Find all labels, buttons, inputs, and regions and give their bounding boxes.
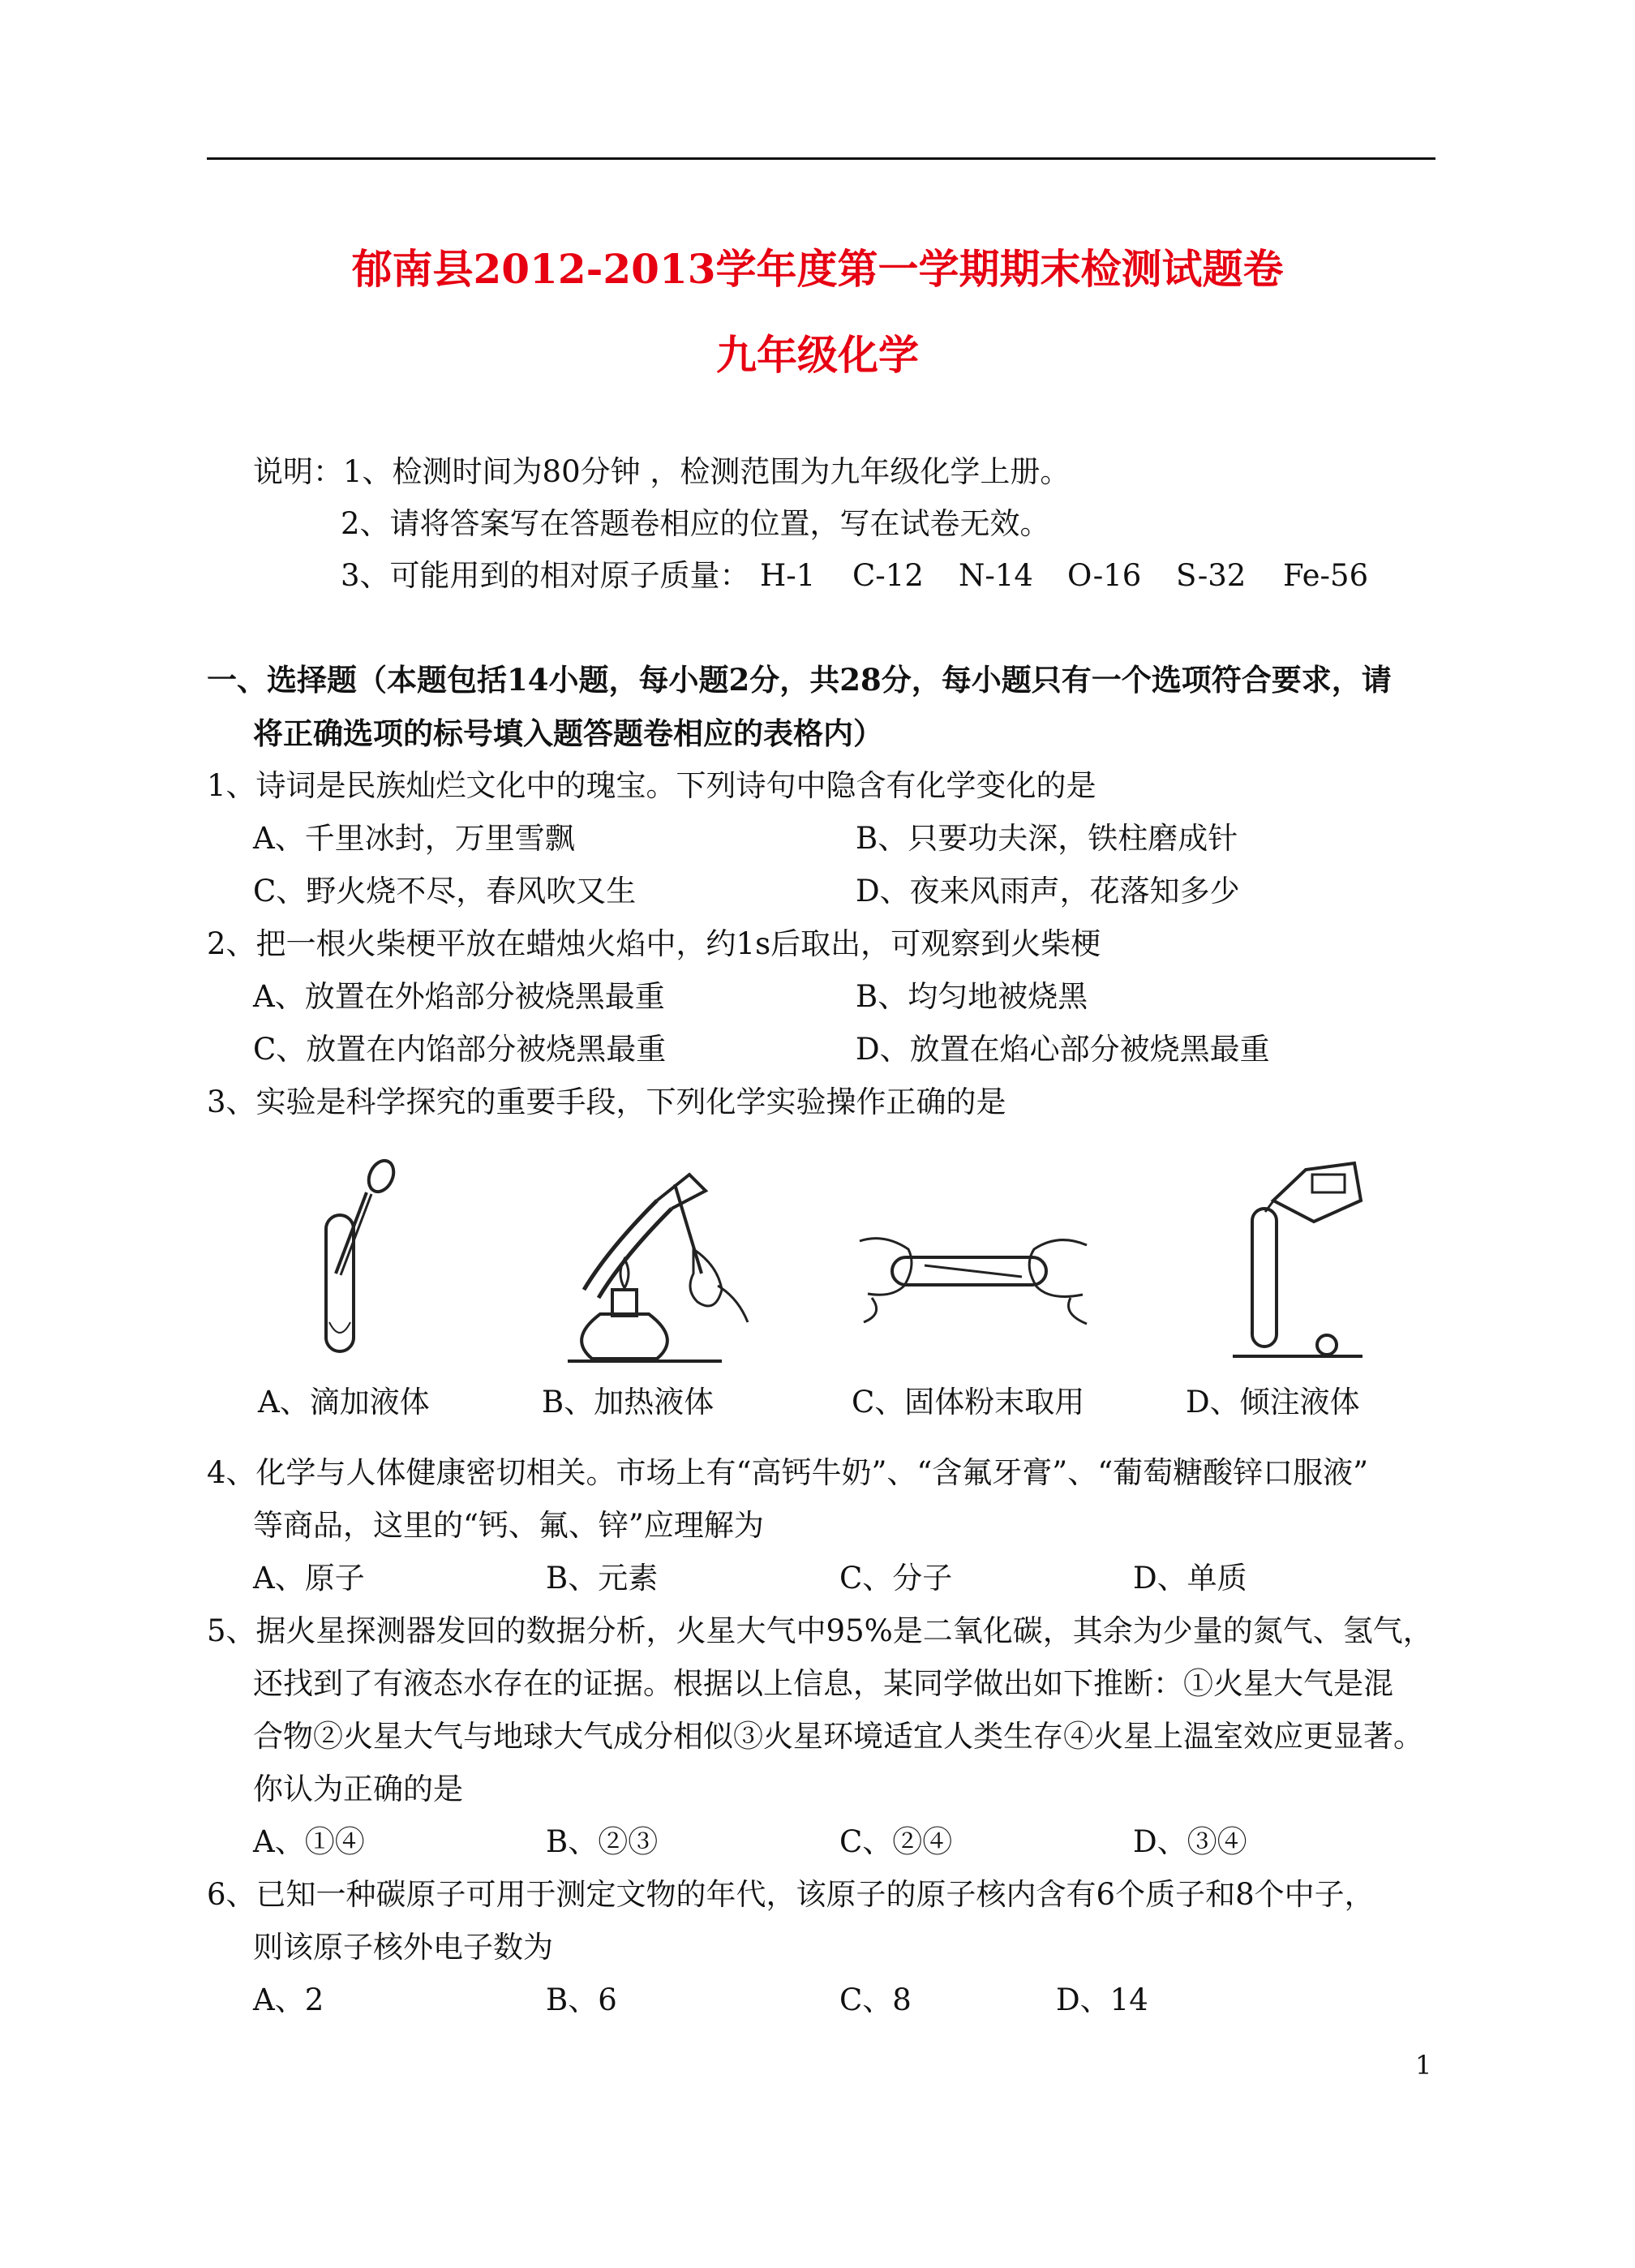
q6-option-b: B、6 (546, 1982, 617, 2017)
q6-option-d: D、14 (1056, 1982, 1148, 2017)
mass-h: H-1 (760, 558, 816, 593)
mass-fe: Fe-56 (1283, 558, 1369, 593)
q3-option-b: B、加热液体 (542, 1385, 715, 1420)
q2-option-d: D、放置在焰心部分被烧黑最重 (856, 1032, 1270, 1067)
note-1: 说明：1、检测时间为80分钟 ，检测范围为九年级化学上册。 (253, 454, 1071, 489)
q4-option-b: B、元素 (546, 1561, 659, 1596)
q5-option-b: B、②③ (546, 1824, 659, 1859)
q1-option-b: B、只要功夫深，铁柱磨成针 (856, 821, 1238, 856)
dropper-test-tube-figure (308, 1152, 406, 1363)
q1-option-c: C、野火烧不尽，春风吹又生 (253, 874, 637, 908)
q5-option-a: A、①④ (253, 1824, 365, 1859)
section-heading-line1: 一、选择题（本题包括14小题，每小题2分，共28分，每小题只有一个选项符合要求，请 (207, 662, 1392, 698)
pouring-liquid-figure (1217, 1152, 1379, 1363)
note-3-label: 3、可能用到的相对原子质量： (341, 558, 750, 593)
q3-option-c: C、固体粉末取用 (852, 1385, 1085, 1420)
q5-stem-line3: 合物②火星大气与地球大气成分相似③火星环境适宜人类生存④火星上温室效应更显著。 (253, 1719, 1423, 1754)
mass-s: S-32 (1176, 558, 1247, 593)
mass-c: C-12 (852, 558, 924, 593)
q5-option-c: C、②④ (839, 1824, 953, 1859)
q2-option-b: B、均匀地被烧黑 (856, 979, 1088, 1014)
mass-n: N-14 (959, 558, 1033, 593)
section-heading-line2: 将正确选项的标号填入题答题卷相应的表格内） (253, 715, 883, 751)
powder-transfer-figure (852, 1217, 1095, 1330)
exam-title: 郁南县2012-2013学年度第一学期期末检测试题卷 (351, 245, 1284, 293)
q1-option-a: A、千里冰封，万里雪飘 (253, 821, 575, 856)
q3-option-a: A、滴加液体 (258, 1385, 430, 1420)
q4-option-c: C、分子 (839, 1561, 953, 1596)
q6-stem-line1: 6、已知一种碳原子可用于测定文物的年代，该原子的原子核内含有6个质子和8个中子， (207, 1877, 1375, 1912)
q1-option-d: D、夜来风雨声，花落知多少 (856, 874, 1240, 908)
q5-stem-line4: 你认为正确的是 (253, 1772, 463, 1806)
exam-subtitle: 九年级化学 (716, 331, 919, 379)
q4-option-a: A、原子 (253, 1561, 365, 1596)
q2-option-c: C、放置在内馅部分被烧黑最重 (253, 1032, 667, 1067)
header-rule (207, 157, 1435, 160)
q5-stem-line2: 还找到了有液态水存在的证据。根据以上信息，某同学做出如下推断：①火星大气是混 (253, 1666, 1393, 1701)
q3-option-d: D、倾注液体 (1186, 1385, 1360, 1420)
q6-option-c: C、8 (839, 1982, 912, 2017)
q1-stem: 1、诗词是民族灿烂文化中的瑰宝。下列诗句中隐含有化学变化的是 (207, 768, 1096, 803)
q5-option-d: D、③④ (1133, 1824, 1247, 1859)
q4-stem-line1: 4、化学与人体健康密切相关。市场上有“高钙牛奶”、“含氟牙膏”、“葡萄糖酸锌口服液” (207, 1455, 1369, 1490)
q6-stem-line2: 则该原子核外电子数为 (253, 1930, 553, 1965)
page-number: 1 (1415, 2050, 1432, 2081)
q4-stem-line2: 等商品，这里的“钙、氟、锌”应理解为 (253, 1508, 764, 1543)
q4-option-d: D、单质 (1133, 1561, 1247, 1596)
heating-liquid-figure (535, 1152, 762, 1371)
q2-option-a: A、放置在外焰部分被烧黑最重 (253, 979, 665, 1014)
q5-stem-line1: 5、据火星探测器发回的数据分析，火星大气中95%是二氧化碳，其余为少量的氮气、氢气， (207, 1613, 1433, 1648)
q3-stem: 3、实验是科学探究的重要手段，下列化学实验操作正确的是 (207, 1085, 1006, 1119)
q2-stem: 2、把一根火柴梗平放在蜡烛火焰中，约1s后取出，可观察到火柴梗 (207, 926, 1101, 961)
mass-o: O-16 (1067, 558, 1142, 593)
note-2: 2、请将答案写在答题卷相应的位置，写在试卷无效。 (341, 506, 1050, 541)
q6-option-a: A、2 (253, 1982, 324, 2017)
